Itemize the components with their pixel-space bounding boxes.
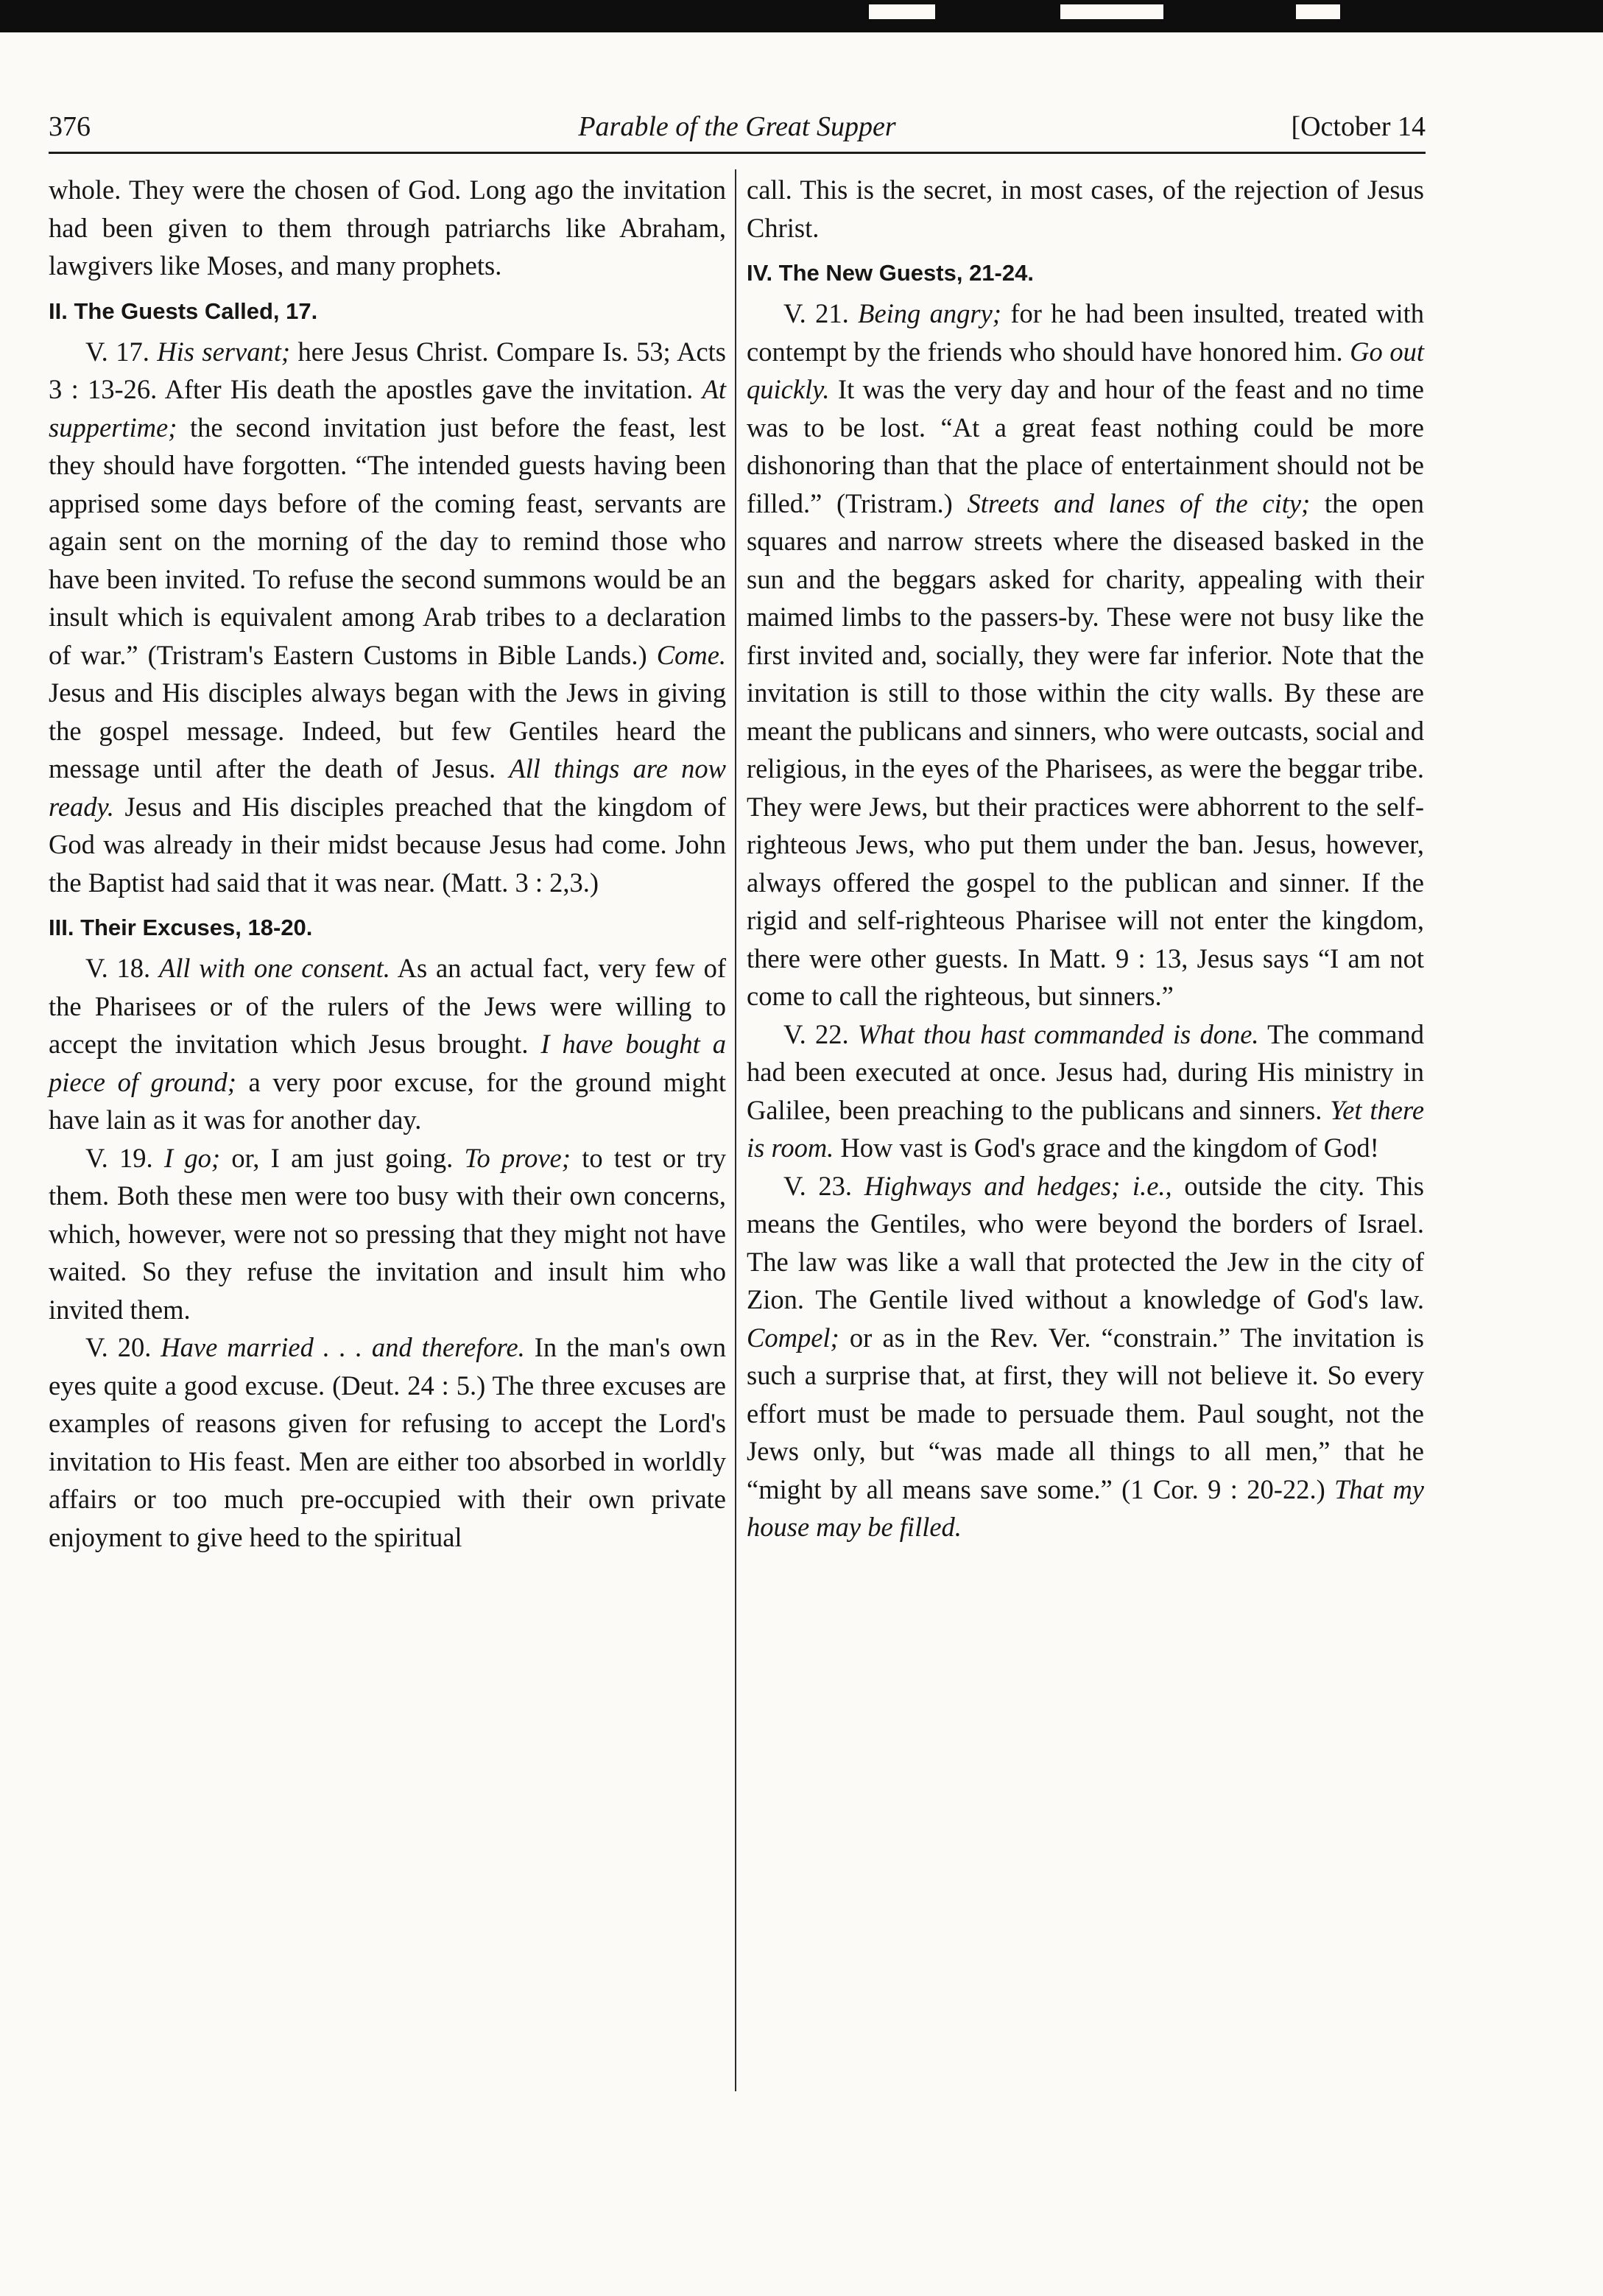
running-title: Parable of the Great Supper — [578, 111, 896, 142]
paragraph: V. 21. Being angry; for he had been insulted, treated with contempt by the friends who should have honored him. Go out quickly. It was the very day and hour of the feast and no time was to be lost. “At a great feast nothing could be more dishonoring than that the place of entertainment should not be filled.” (Tristram.) Streets and lanes of the city; the open squares and narrow streets where the diseased basked in the sun and the beggars asked for charity, appealing with their maimed limbs to the passers-by. These were not busy like the first invited and, socially, they were far inferior. Note that the invitation is still to those within the city walls. By these are meant the publicans and sinners, who were outcasts, social and religious, in the eyes of the Pharisees, as were the beggar tribe. They were Jews, but their practices were abhorrent to the self-righteous Jews, who put them under the ban. Jesus, however, always offered the gospel to the publican and sinner. If the rigid and self-righteous Pharisee will not enter the kingdom, there were other guests. In Matt. 9 : 13, Jesus says “I am not come to call the righteous, but sinners.” — [747, 298, 1425, 1011]
scan-top-border — [0, 0, 1603, 32]
section-heading: II. The Guests Called, 17. — [49, 297, 318, 324]
right-column — [747, 171, 1424, 1546]
paragraph: V. 20. Have married . . . and therefore. In the man's own eyes quite a good excuse. (Deut. 24 : 5.) The three excuses are examples of reasons given for refusing to accept the Lord's invitation to His feast. Men are either too absorbed in worldly affairs or too much pre-occupied with their own private enjoyment to give heed to the spiritual — [49, 1332, 727, 1552]
paragraph: V. 19. I go; or, I am just going. To prove; to test or try them. Both these men were too busy with their own concerns, which, however, were not so pressing that they might not have waited. So they refuse the invitation and insult him who invited them. — [49, 1142, 727, 1325]
paragraph: V. 17. His servant; here Jesus Christ. Compare Is. 53; Acts 3 : 13-26. After His death the apostles gave the invitation. At suppertime; the second invitation just before the feast, lest they should have forgotten. “The intended guests having been apprised some days before of the coming feast, servants are again sent on the morning of the day to remind those who have been invited. To refuse the second summons would be an insult which is equivalent among Arab tribes to a declaration of war.” (Tristram's Eastern Customs in Bible Lands.) Come. Jesus and His disciples always began with the Jews in giving the gospel message. Indeed, but few Gentiles heard the message until after the death of Jesus. All things are now ready. Jesus and His disciples preached that the kingdom of God was already in their midst because Jesus had come. John the Baptist had said that it was near. (Matt. 3 : 2,3.) — [49, 336, 727, 898]
paragraph: V. 18. All with one consent. As an actual fact, very few of the Pharisees or of the rulers of the Jews were willing to accept the invitation which Jesus brought. I have bought a piece of ground; a very poor excuse, for the ground might have lain as it was for another day. — [49, 953, 727, 1135]
paragraph: V. 22. What thou hast commanded is done. The command had been executed at once. Jesus had, during His ministry in Galilee, been preaching to the publicans and sinners. Yet there is room. How vast is God's grace and the kingdom of God! — [747, 1018, 1425, 1163]
left-column — [49, 171, 726, 1556]
paragraph: call. This is the secret, in most cases, of the rejection of Jesus Christ. — [747, 175, 1424, 243]
paragraph: whole. They were the chosen of God. Long ago the invitation had been given to them through patriarchs like Abraham, lawgivers like Moses, and many prophets. — [49, 175, 726, 281]
header-rule — [49, 152, 1426, 154]
paragraph: V. 23. Highways and hedges; i.e., outside the city. This means the Gentiles, who were beyond the borders of Israel. The law was like a wall that protected the Jew in the city of Zion. The Gentile lived without a knowledge of God's law. Compel; or as in the Rev. Ver. “constrain.” The invitation is such a surprise that, at first, they will not believe it. So every effort must be made to persuade them. Paul sought, not the Jews only, but “was made all things to all men,” that he “might by all means save some.” (1 Cor. 9 : 20-22.) That my house may be filled. — [747, 1170, 1425, 1542]
section-heading: III. Their Excuses, 18-20. — [49, 915, 313, 940]
section-heading: IV. The New Guests, 21-24. — [747, 260, 1034, 286]
column-divider — [735, 169, 736, 2091]
running-date: [October 14 — [1291, 111, 1426, 142]
page-header — [49, 105, 1426, 149]
page-number: 376 — [49, 111, 91, 142]
